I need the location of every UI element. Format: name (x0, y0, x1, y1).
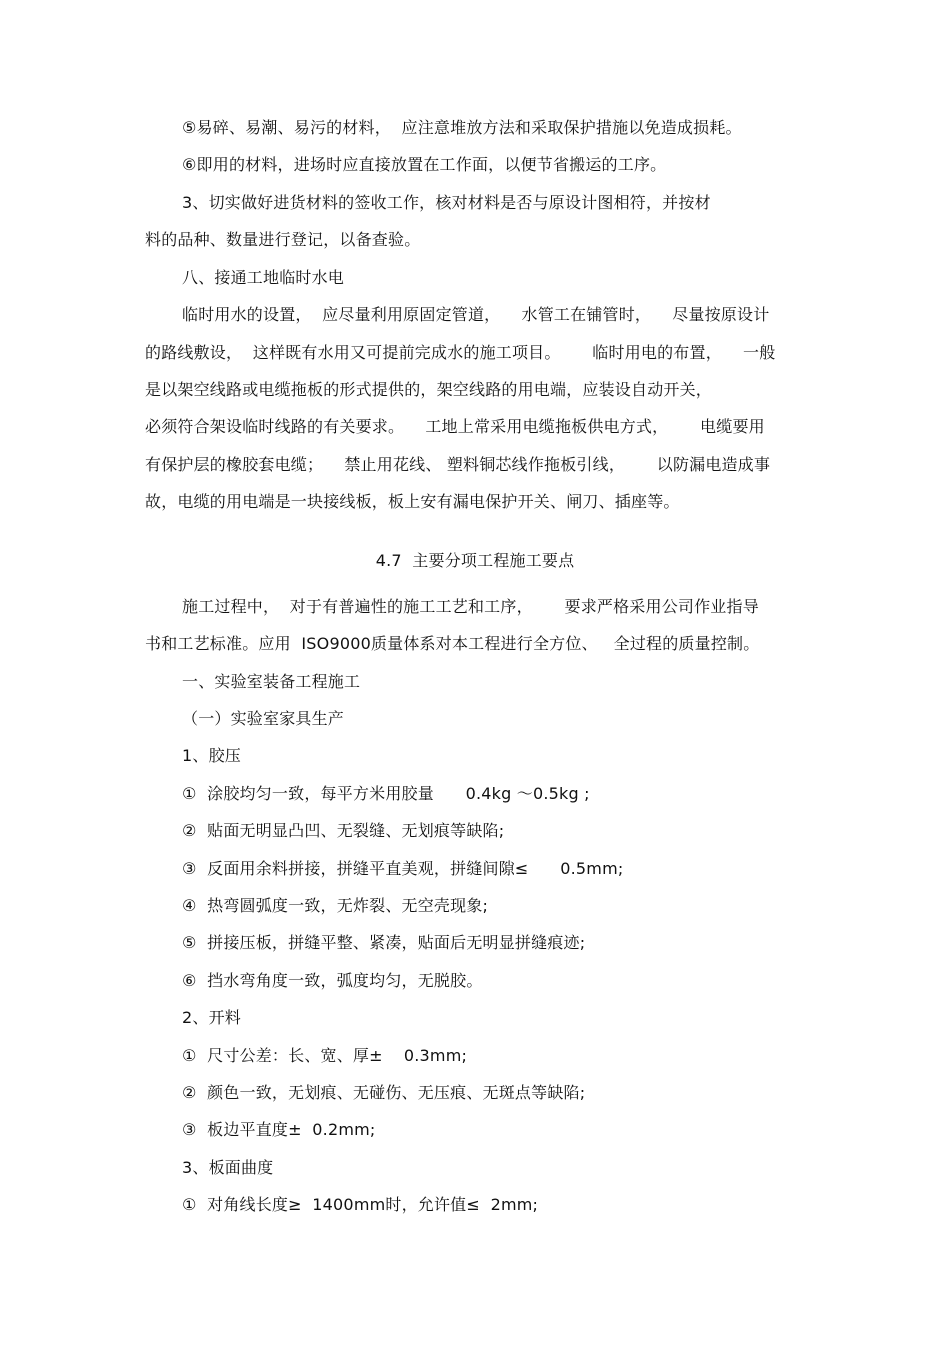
text-line: 3、切实做好进货材料的签收工作，核对材料是否与原设计图相符，并按材 (182, 193, 711, 212)
section-heading: 八、接通工地临时水电 (182, 268, 345, 287)
text-line: 是以架空线路或电缆拖板的形式提供的，架空线路的用电端，应装设自动开关， (145, 380, 713, 399)
text-line: 有保护层的橡胶套电缆； 禁止用花线、 塑料铜芯线作拖板引线， 以防漏电造成事 (145, 455, 771, 474)
list-item: ⑥ 挡水弯角度一致，弧度均匀，无脱胶。 (182, 971, 483, 990)
list-item: ③ 反面用余料拼接，拼缝平直美观，拼缝间隙≤ 0.5mm; (182, 859, 624, 878)
item-heading: 3、板面曲度 (182, 1158, 274, 1177)
text-line: ⑥即用的材料，进场时应直接放置在工作面，以便节省搬运的工序。 (182, 155, 667, 174)
text-line: 书和工艺标准。应用 ISO9000质量体系对本工程进行全方位、 全过程的质量控制。 (145, 634, 760, 653)
list-item: ① 涂胶均匀一致，每平方米用胶量 0.4kg ～0.5kg ; (182, 784, 590, 803)
list-item: ④ 热弯圆弧度一致，无炸裂、无空壳现象; (182, 896, 489, 915)
list-item: ① 对角线长度≥ 1400mm时，允许值≤ 2mm; (182, 1195, 539, 1214)
section-title: 4.7 主要分项工程施工要点 (375, 551, 575, 570)
text-line: 故，电缆的用电端是一块接线板，板上安有漏电保护开关、闸刀、插座等。 (145, 492, 680, 511)
list-item: ② 贴面无明显凸凹、无裂缝、无划痕等缺陷; (182, 821, 505, 840)
text-line: ⑤易碎、易潮、易污的材料， 应注意堆放方法和采取保护措施以免造成损耗。 (182, 118, 742, 137)
list-item: ② 颜色一致，无划痕、无碰伤、无压痕、无斑点等缺陷; (182, 1083, 586, 1102)
list-item: ⑤ 拼接压板，拼缝平整、紧凑，贴面后无明显拼缝痕迹; (182, 933, 586, 952)
text-line: 必须符合架设临时线路的有关要求。 工地上常采用电缆拖板供电方式， 电缆要用 (145, 417, 765, 436)
text-line: 的路线敷设， 这样既有水用又可提前完成水的施工项目。 临时用电的布置， 一般 (145, 343, 776, 362)
list-item: ① 尺寸公差：长、宽、厚± 0.3mm; (182, 1046, 468, 1065)
subsection-heading: （一）实验室家具生产 (182, 709, 345, 728)
list-item: ③ 板边平直度± 0.2mm; (182, 1120, 376, 1139)
text-line: 施工过程中， 对于有普遍性的施工工艺和工序， 要求严格采用公司作业指导 (182, 597, 759, 616)
item-heading: 1、胶压 (182, 746, 241, 765)
text-line: 料的品种、数量进行登记，以备查验。 (145, 230, 421, 249)
section-heading: 一、实验室装备工程施工 (182, 672, 361, 691)
item-heading: 2、开料 (182, 1008, 241, 1027)
text-line: 临时用水的设置， 应尽量利用原固定管道， 水管工在铺管时， 尽量按原设计 (182, 305, 770, 324)
